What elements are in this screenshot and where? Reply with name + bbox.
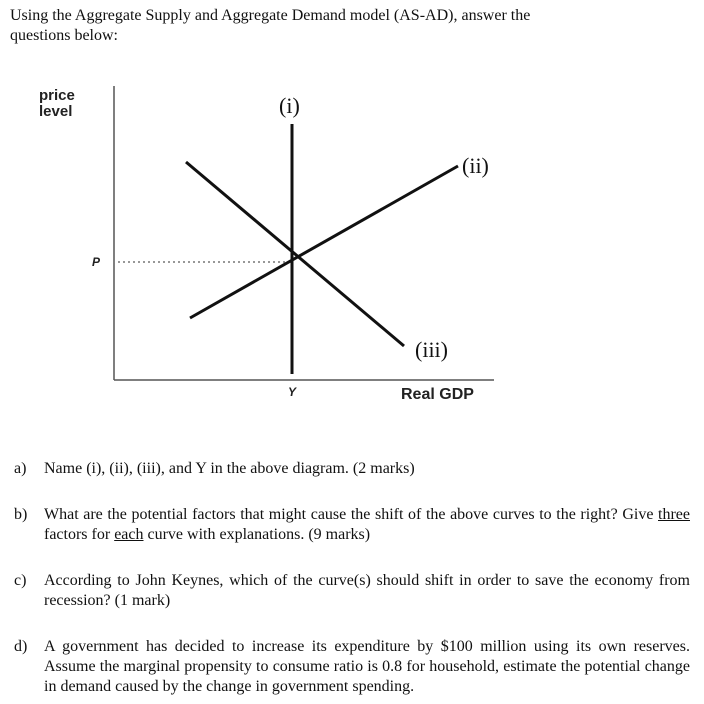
question-d-letter: d) xyxy=(14,638,28,655)
question-b-text-middle: factors for xyxy=(44,526,115,543)
intro-line-2: questions below: xyxy=(10,27,118,44)
question-b-text-after: curve with explanations. (9 marks) xyxy=(143,526,371,543)
curve-ii-label: (ii) xyxy=(462,153,489,178)
question-a-text: Name (i), (ii), (iii), and Y in the above diagram. (2 marks) xyxy=(44,460,415,477)
question-b-letter: b) xyxy=(14,506,28,523)
x-axis-label: Real GDP xyxy=(401,386,474,403)
question-a-letter: a) xyxy=(14,460,27,477)
curve-iii-label: (iii) xyxy=(415,337,448,362)
question-b xyxy=(14,505,690,545)
intro-line-1: Using the Aggregate Supply and Aggregate Demand model (AS-AD), answer the xyxy=(10,7,531,24)
question-b-text xyxy=(44,505,690,545)
downward-sloping-line xyxy=(186,162,404,346)
question-b-underline-three: three xyxy=(658,506,690,523)
y-axis-label-level: level xyxy=(39,103,73,120)
question-c-letter: c) xyxy=(14,572,27,589)
question-c xyxy=(14,571,690,611)
curve-ii-upward-line xyxy=(190,166,458,318)
question-c-text: According to John Keynes, which of the curve(s) should shift in order to save the economy from recession? (1 mark) xyxy=(44,572,690,609)
output-marker-label: Y xyxy=(288,385,297,399)
question-b-text-before: What are the potential factors that might cause the shift of the above curves to the right? Give xyxy=(44,506,659,523)
y-axis-label-price: price xyxy=(39,87,75,104)
question-b-underline-each: each xyxy=(114,526,144,543)
question-a xyxy=(14,459,690,479)
curve-i-label: (i) xyxy=(279,93,300,118)
question-d xyxy=(14,637,690,697)
question-d-text: A government has decided to increase its expenditure by $100 million using its own reserves. Assume the marginal propensity to consume ratio is 0.8 for household, estimate the potential change in demand caused by the change in government spending. xyxy=(44,638,690,695)
price-marker-label: P xyxy=(92,255,101,269)
